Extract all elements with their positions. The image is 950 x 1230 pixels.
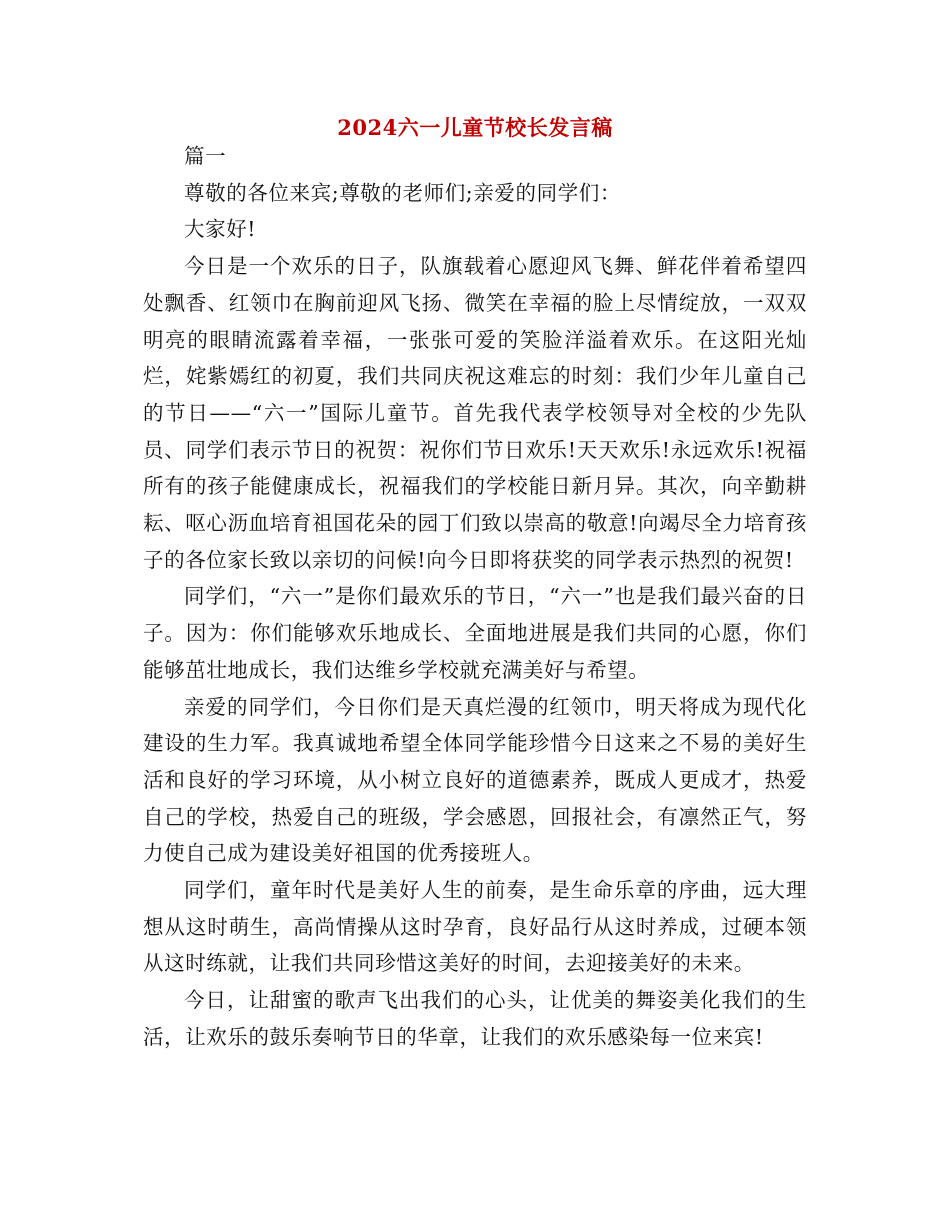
paragraph: 同学们，“六一”是你们最欢乐的节日，“六一”也是我们最兴奋的日子。因为：你们能够欢乐地成长、全面地进展是我们共同的心愿，你们能够茁壮地成长，我们达维乡学校就充满美好与希望。 — [143, 584, 807, 682]
section-label: 篇一 — [184, 144, 227, 168]
paragraph-greeting: 大家好! — [184, 217, 257, 242]
paragraph-salutation: 尊敬的各位来宾;尊敬的老师们;亲爱的同学们： — [184, 180, 622, 205]
document-title: 2024六一儿童节校长发言稿 — [337, 115, 613, 140]
paragraph: 同学们，童年时代是美好人生的前奏，是生命乐章的序曲，远大理想从这时萌生，高尚情操从这时孕育，良好品行从这时养成，过硬本领从这时练就，让我们共同珍惜这美好的时间，去迎接美好的未来。 — [143, 878, 807, 976]
paragraph: 今日，让甜蜜的歌声飞出我们的心头，让优美的舞姿美化我们的生活，让欢乐的鼓乐奏响节日的华章，让我们的欢乐感染每一位来宾! — [143, 988, 807, 1049]
document-body — [143, 138, 807, 1056]
paragraph: 今日是一个欢乐的日子，队旗载着心愿迎风飞舞、鲜花伴着希望四处飘香、红领巾在胸前迎风飞扬、微笑在幸福的脸上尽情绽放，一双双明亮的眼睛流露着幸福，一张张可爱的笑脸洋溢着欢乐。在这阳光灿烂，姹紫嫣红的初夏，我们共同庆祝这难忘的时刻：我们少年儿童自己的节日——“六一”国际儿童节。首先我代表学校领导对全校的少先队员、同学们表示节日的祝贺：祝你们节日欢乐!天天欢乐!永远欢乐!祝福所有的孩子能健康成长，祝福我们的学校能日新月异。其次，向辛勤耕耘、呕心沥血培育祖国花朵的园丁们致以崇高的敬意!向竭尽全力培育孩子的各位家长致以亲切的问候!向今日即将获奖的同学表示热烈的祝贺! — [143, 254, 807, 572]
paragraph: 亲爱的同学们，今日你们是天真烂漫的红领巾，明天将成为现代化建设的生力军。我真诚地希望全体同学能珍惜今日这来之不易的美好生活和良好的学习环境，从小树立良好的道德素养，既成人更成才，热爱自己的学校，热爱自己的班级，学会感恩，回报社会，有凛然正气，努力使自己成为建设美好祖国的优秀接班人。 — [143, 694, 807, 866]
